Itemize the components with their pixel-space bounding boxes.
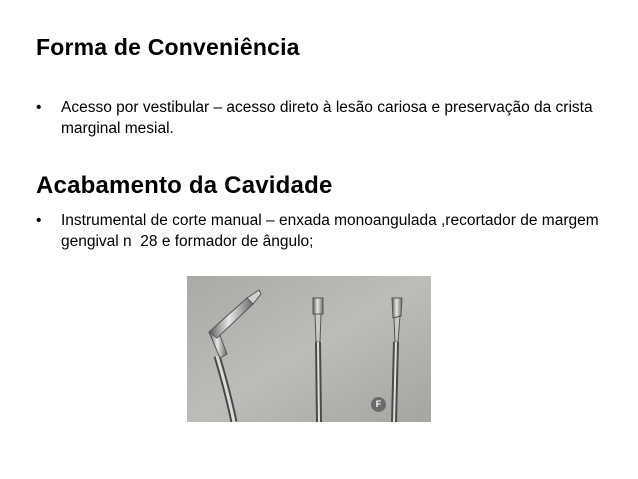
figure-marker-badge: F — [371, 397, 386, 412]
dental-instruments-illustration — [187, 276, 431, 422]
bullet-symbol: • — [36, 99, 42, 116]
bullet-acesso — [36, 97, 616, 139]
bullet-symbol: • — [36, 212, 42, 229]
bullet-instrumental-text: Instrumental de corte manual – enxada monoangulada ,recortador de margem gengival n 28 e formador de ângulo; — [61, 212, 599, 250]
heading-acabamento-da-cavidade: Acabamento da Cavidade — [36, 172, 333, 199]
heading-forma-de-conveniencia: Forma de Conveniência — [36, 34, 300, 60]
instruments-photo — [187, 276, 431, 422]
bullet-acesso-text: Acesso por vestibular – acesso direto à lesão cariosa e preservação da crista marginal mesial. — [61, 99, 593, 137]
bullet-instrumental — [36, 210, 616, 252]
